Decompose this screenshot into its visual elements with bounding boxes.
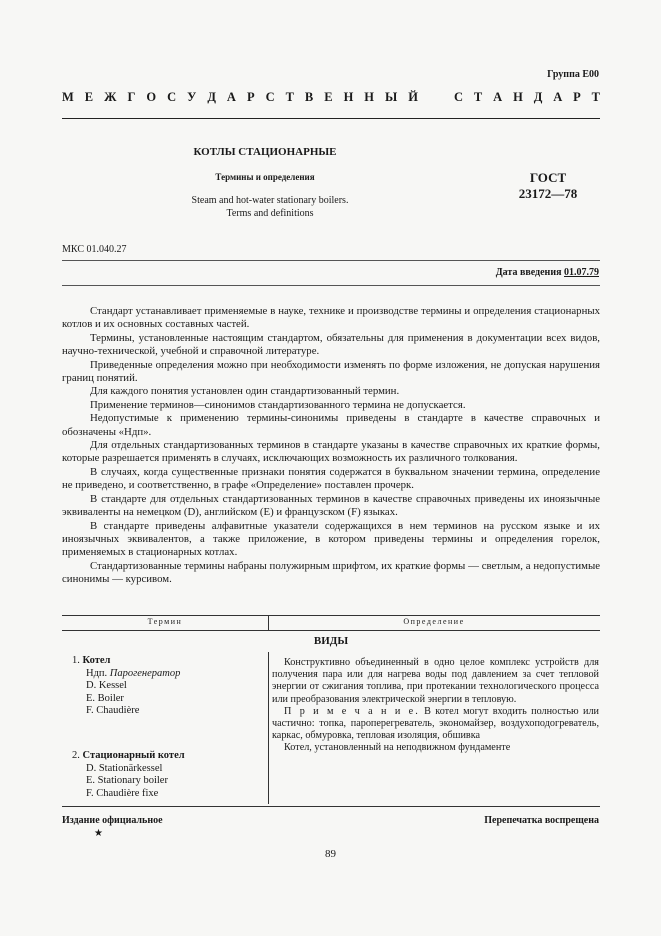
banner-letter: Р bbox=[573, 90, 581, 104]
english-equivalent: E. Stationary boiler bbox=[86, 775, 168, 787]
paragraph: В стандарте для отдельных стандартизованных терминов в качестве справочных приведены их иноязычные эквиваленты на немецком (D), английском (Е) и французском (F) языках. bbox=[62, 492, 600, 519]
banner-letter: Т bbox=[285, 90, 294, 104]
table-top-rule bbox=[62, 615, 600, 616]
note-label: П р и м е ч а н и е. bbox=[284, 705, 420, 717]
star-icon: ★ bbox=[94, 828, 103, 839]
term-name: Стационарный котел bbox=[82, 750, 185, 761]
banner-letter: Т bbox=[473, 90, 483, 104]
banner-letter: Н bbox=[343, 90, 354, 104]
banner-letter: Е bbox=[84, 90, 94, 104]
ndp-synonym: Парогенератор bbox=[109, 667, 181, 679]
column-header-term: Термин bbox=[147, 617, 183, 626]
banner-letter: Р bbox=[246, 90, 255, 104]
gost-designation bbox=[508, 170, 588, 203]
preamble-text bbox=[62, 305, 600, 587]
banner-letter: М bbox=[62, 90, 74, 104]
banner-letter: А bbox=[553, 90, 563, 104]
definition-2: Котел, установленный на неподвижном фундаменте bbox=[284, 742, 511, 754]
document-subtitle: Термины и определения bbox=[215, 172, 315, 182]
paragraph: Для каждого понятия установлен один стандартизованный термин. bbox=[90, 385, 400, 398]
paragraph: Недопустимые к применению термины-синонимы приведены в стандарте в качестве справочных и обозначены «Ндп». bbox=[62, 412, 600, 438]
paragraph: Стандартизованные термины набраны полужирным шрифтом, их краткие формы — светлым, а недопустимые синонимы — курсивом. bbox=[62, 559, 600, 586]
table-bottom-rule bbox=[62, 806, 600, 807]
english-title-line2: Terms and definitions bbox=[226, 207, 314, 219]
english-equivalent: E. Boiler bbox=[86, 692, 124, 704]
document-title: КОТЛЫ СТАЦИОНАРНЫЕ bbox=[193, 146, 337, 158]
banner-letter: Ы bbox=[385, 90, 398, 104]
french-equivalent: F. Chaudière fixe bbox=[86, 787, 159, 799]
paragraph: В случаях, когда существенные признаки понятия содержатся в буквальном значении термина, определение не приведено, и соответственно, в графе «Определение» поставлен прочерк. bbox=[62, 465, 600, 492]
paragraph: Приведенные определения можно при необходимости изменять по форме изложения, не допуская нарушения границ понятий. bbox=[62, 358, 600, 385]
table-header-rule bbox=[62, 630, 600, 631]
definition-1: Конструктивно объединенный в одно целое комплекс устройств для получения пара или для нагрева воды под давлением за счет тепловой энергии от сжигания топлива, при протекании технологического процесса или преобразования электрической энергии в тепловую. bbox=[272, 657, 599, 705]
table-header bbox=[62, 617, 600, 626]
intro-date-value: 01.07.79 bbox=[564, 267, 599, 278]
banner-letter: Д bbox=[207, 90, 216, 104]
interstate-standard-banner bbox=[62, 90, 600, 105]
banner-letter: О bbox=[146, 90, 157, 104]
english-title-line1: Steam and hot-water stationary boilers. bbox=[191, 195, 349, 206]
french-equivalent: F. Chaudière bbox=[86, 705, 140, 717]
header-column-divider bbox=[268, 616, 269, 630]
term-number: 2. bbox=[72, 750, 80, 761]
banner-letter: С bbox=[167, 90, 177, 104]
ndp-label: Ндп. bbox=[86, 667, 108, 679]
term-number: 1. bbox=[72, 655, 80, 666]
banner-letter: Н bbox=[513, 90, 523, 104]
gost-number: 23172—78 bbox=[518, 186, 578, 202]
german-equivalent: D. Kessel bbox=[86, 680, 127, 692]
mks-rule bbox=[62, 260, 600, 261]
introduction-date bbox=[496, 267, 599, 278]
gost-label: ГОСТ bbox=[529, 170, 567, 185]
english-title bbox=[150, 195, 390, 220]
banner-letter: Д bbox=[533, 90, 543, 104]
banner-word-standart bbox=[454, 90, 600, 105]
term-entry-1 bbox=[72, 655, 180, 718]
column-divider bbox=[268, 652, 269, 804]
german-equivalent: D. Stationärkessel bbox=[86, 762, 163, 774]
official-edition: Издание официальное bbox=[62, 815, 163, 826]
term-entry-2 bbox=[72, 750, 185, 800]
banner-letter: Е bbox=[324, 90, 333, 104]
date-rule bbox=[62, 285, 600, 286]
header-rule bbox=[62, 118, 600, 119]
banner-letter: С bbox=[265, 90, 275, 104]
banner-letter: А bbox=[493, 90, 503, 104]
column-header-definition: Определение bbox=[403, 617, 465, 626]
banner-letter: Т bbox=[591, 90, 600, 104]
term-name: Котел bbox=[82, 655, 111, 666]
reprint-prohibited: Перепечатка воспрещена bbox=[484, 815, 599, 826]
definitions-column bbox=[272, 657, 599, 755]
paragraph: В стандарте приведены алфавитные указатели содержащихся в нем терминов на русском языке и их иноязычных эквивалентов, а также приложение, в котором приведены термины и определения горелок, применяемых в стационарных котлах. bbox=[62, 519, 600, 559]
paragraph: Термины, установленные настоящим стандартом, обязательны для применения в документации всех видов, научно-технической, учебной и справочной литературе. bbox=[62, 331, 600, 358]
paragraph: Для отдельных стандартизованных терминов в стандарте указаны в качестве справочных их краткие формы, которые разрешается применять в случаях, исключающих возможность их различного толкования. bbox=[62, 439, 600, 465]
paragraph: Применение терминов—синонимов стандартизованного термина не допускается. bbox=[90, 398, 466, 411]
section-heading: ВИДЫ bbox=[313, 635, 349, 647]
intro-date-label: Дата введения bbox=[495, 267, 562, 278]
banner-letter: В bbox=[304, 90, 314, 104]
group-code: Группа Е00 bbox=[547, 69, 599, 80]
definition-1-note bbox=[272, 706, 599, 743]
banner-letter: У bbox=[187, 90, 197, 104]
banner-letter: Н bbox=[364, 90, 375, 104]
banner-letter: Й bbox=[408, 90, 418, 104]
banner-letter: Ж bbox=[104, 90, 117, 104]
note-text: В котел могут входить полностью или частично: топка, пароперегреватель, экономайзер, воздухоподогреватель, каркас, обмуровка, тепловая изоляция, обшивка bbox=[272, 705, 599, 742]
banner-letter: А bbox=[226, 90, 236, 104]
banner-word-mezhgos bbox=[62, 90, 418, 105]
mks-code: МКС 01.040.27 bbox=[62, 244, 127, 255]
paragraph: Стандарт устанавливает применяемые в науке, технике и производстве термины и определения стационарных котлов и их основных составных частей. bbox=[62, 305, 600, 331]
banner-letter: С bbox=[454, 90, 464, 104]
page-number: 89 bbox=[325, 848, 336, 860]
banner-letter: Г bbox=[127, 90, 136, 104]
